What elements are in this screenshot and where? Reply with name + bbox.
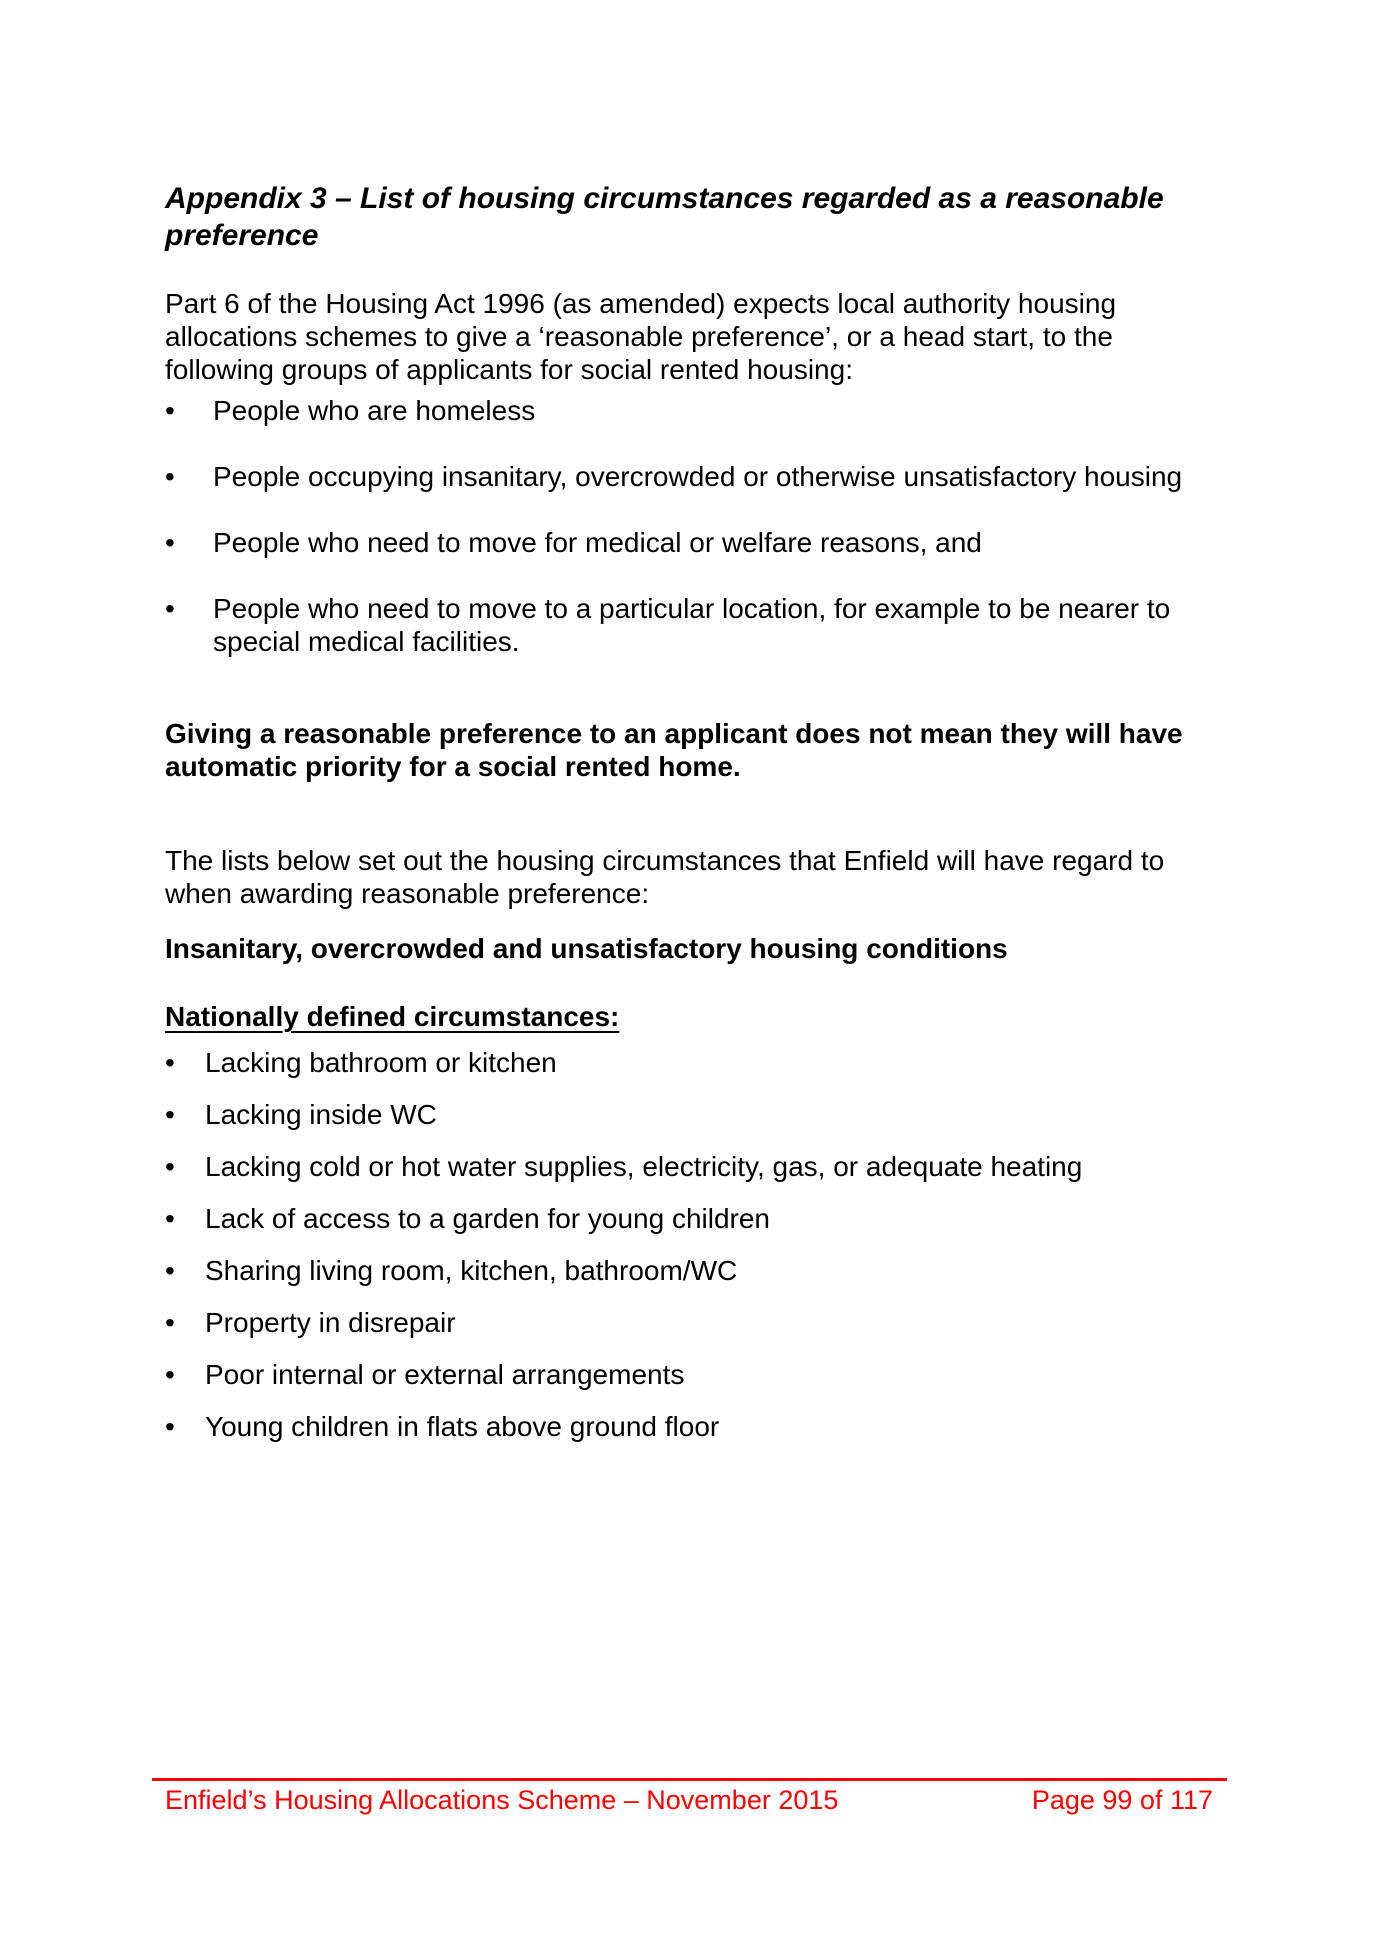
list-item: • People who are homeless	[165, 394, 1227, 427]
list-item: • Lacking bathroom or kitchen	[165, 1046, 1227, 1079]
intro-paragraph: Part 6 of the Housing Act 1996 (as amended) expects local authority housing allocations schemes to give a ‘reasonable preference’, or a head start, to the following groups of applicants for social rented housing:	[165, 288, 1117, 385]
list-item: • People occupying insanitary, overcrowded or otherwise unsatisfactory housing	[165, 460, 1227, 493]
list-item: • People who need to move to a particular location, for example to be nearer to special medical facilities.	[165, 592, 1227, 658]
lists-intro-paragraph: The lists below set out the housing circumstances that Enfield will have regard to when awarding reasonable preference:	[165, 845, 1165, 909]
list-item: • Young children in flats above ground floor	[165, 1410, 1227, 1443]
footer-rule	[152, 1778, 1227, 1781]
bold-note: Giving a reasonable preference to an applicant does not mean they will have automatic priority for a social rented home.	[165, 718, 1183, 782]
reasonable-preference-list	[165, 394, 1227, 691]
list-item: • Lacking inside WC	[165, 1098, 1227, 1131]
list-item: • Lack of access to a garden for young children	[165, 1202, 1227, 1235]
list-item: • Property in disrepair	[165, 1306, 1227, 1339]
nationally-defined-circumstances-list	[165, 1046, 1227, 1462]
page-title: Appendix 3 – List of housing circumstances regarded as a reasonable preference	[165, 182, 1164, 253]
footer-page-number: Page 99 of 117	[1031, 1785, 1213, 1815]
list-item: • Poor internal or external arrangements	[165, 1358, 1227, 1391]
list-item: • Sharing living room, kitchen, bathroom/WC	[165, 1254, 1227, 1287]
list-item: • People who need to move for medical or welfare reasons, and	[165, 526, 1227, 559]
list-item: • Lacking cold or hot water supplies, electricity, gas, or adequate heating	[165, 1150, 1227, 1183]
subsection-heading: Nationally defined circumstances:	[165, 1001, 620, 1032]
footer-document-title: Enfield’s Housing Allocations Scheme – November 2015	[165, 1785, 839, 1815]
section-heading: Insanitary, overcrowded and unsatisfactory housing conditions	[165, 933, 1008, 965]
page-footer	[165, 1784, 1213, 1816]
